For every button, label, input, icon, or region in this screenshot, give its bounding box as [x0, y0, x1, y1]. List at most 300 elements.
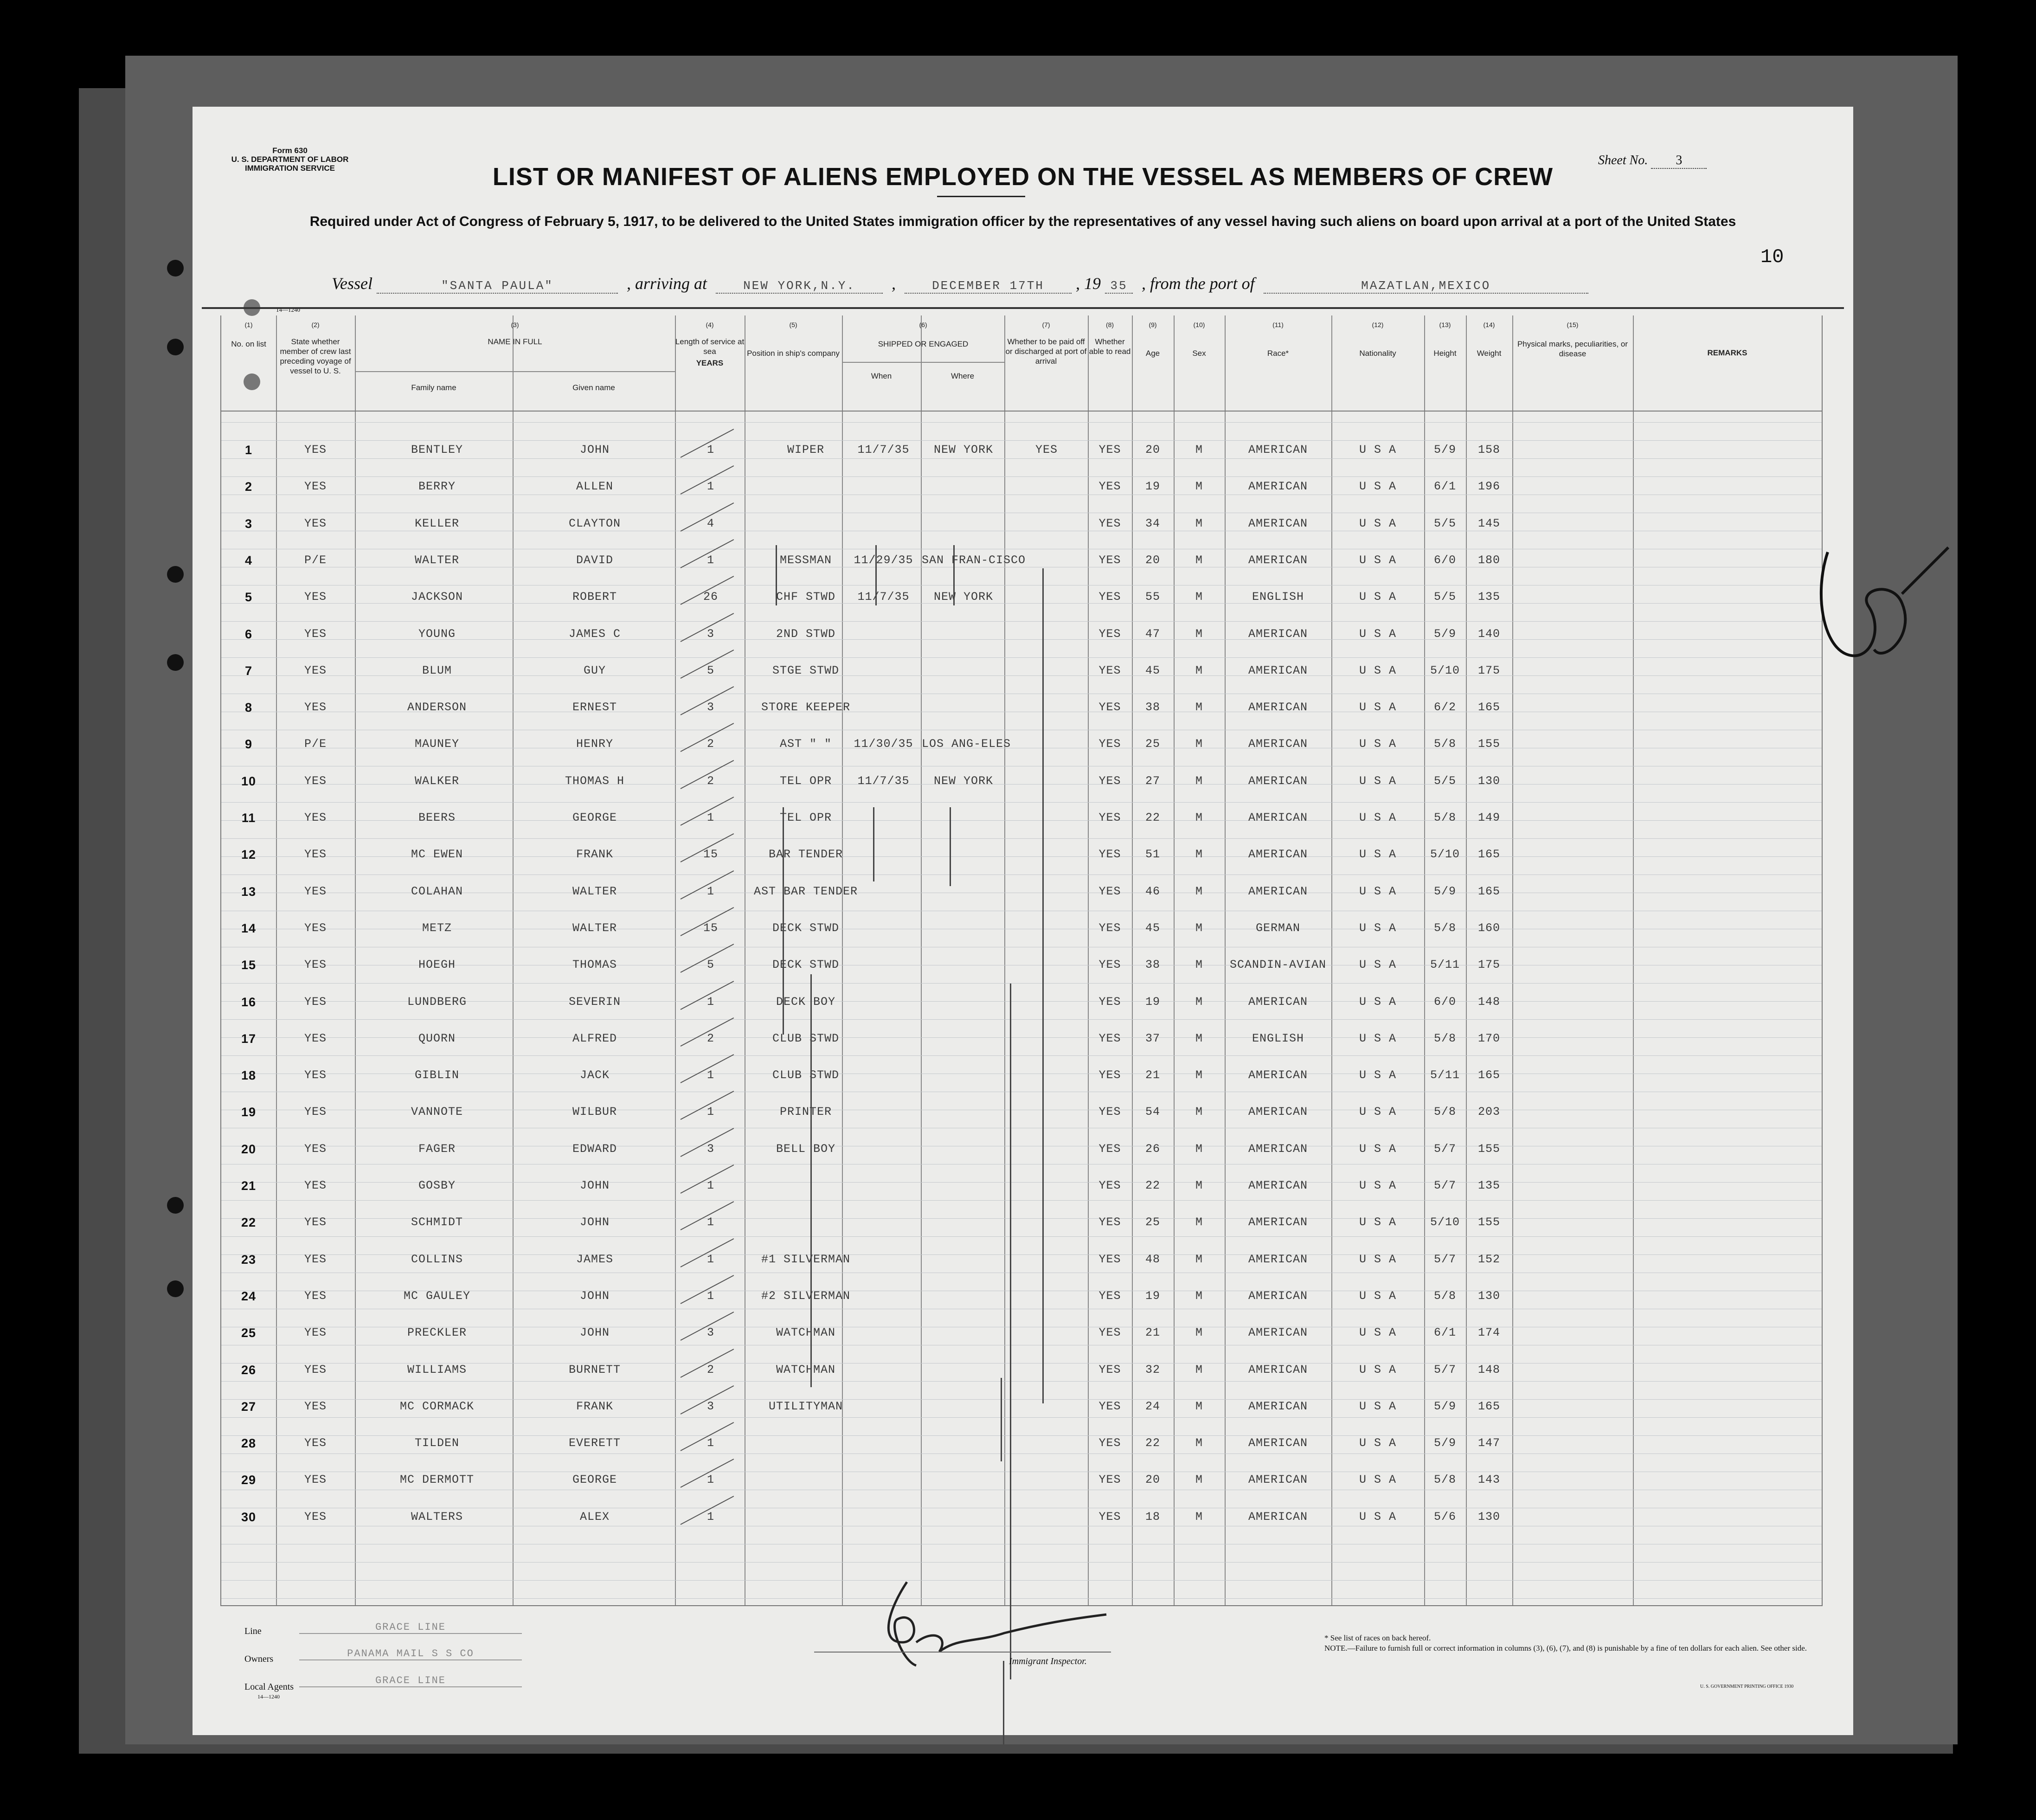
age-cell: 21 — [1145, 1326, 1160, 1340]
prev-voyage-cell: YES — [304, 1289, 327, 1303]
punch-hole — [167, 1197, 184, 1214]
when-cell: 11/29/35 — [854, 553, 913, 567]
table-row — [221, 733, 1822, 769]
header-bottom-rule — [221, 411, 1822, 412]
height-cell: 5/10 — [1430, 663, 1460, 677]
read-cell: YES — [1098, 701, 1121, 714]
family-name-cell: MC DERMOTT — [399, 1473, 475, 1487]
read-cell: YES — [1098, 1031, 1121, 1045]
weight-cell: 143 — [1477, 1473, 1500, 1487]
nationality-cell: U S A — [1359, 1105, 1396, 1119]
height-cell: 5/6 — [1433, 1510, 1456, 1524]
age-cell: 22 — [1145, 811, 1160, 824]
ditto-mark — [1042, 568, 1044, 1403]
table-row — [221, 1248, 1822, 1285]
col-paid-off-header: (7) Whether to be paid off or discharged at port of arrival — [1005, 321, 1087, 366]
local-agents-value: GRACE LINE — [299, 1675, 522, 1687]
family-name-cell: SCHMIDT — [411, 1215, 463, 1229]
service-cell: 1 — [706, 884, 714, 898]
read-cell: YES — [1098, 995, 1121, 1009]
position-cell: STORE KEEPER — [761, 701, 851, 714]
service-cell: 3 — [706, 1142, 714, 1156]
given-name-cell: ERNEST — [572, 701, 617, 714]
row-number: 29 — [241, 1473, 257, 1487]
row-number: 18 — [241, 1068, 257, 1083]
prev-voyage-cell: YES — [304, 1363, 327, 1376]
service-cell: 2 — [706, 1031, 714, 1045]
weight-cell: 147 — [1477, 1436, 1500, 1450]
race-footnote: * See list of races on back hereof. — [1324, 1633, 1431, 1642]
when-cell: 11/7/35 — [857, 443, 910, 457]
row-number: 11 — [241, 811, 256, 825]
given-name-cell: JOHN — [579, 443, 610, 457]
col-given-name-header: Given name — [572, 383, 615, 392]
service-cell: 1 — [706, 995, 714, 1009]
when-cell: 11/30/35 — [854, 737, 913, 751]
nationality-cell: U S A — [1359, 1363, 1396, 1376]
given-name-cell: WALTER — [572, 921, 617, 935]
age-cell: 19 — [1145, 480, 1160, 494]
age-cell: 24 — [1145, 1399, 1160, 1413]
race-cell: AMERICAN — [1248, 1215, 1308, 1229]
port-label: , from the port of — [1142, 274, 1255, 293]
given-name-cell: JOHN — [579, 1326, 610, 1340]
prev-voyage-cell: YES — [304, 590, 327, 604]
row-number: 21 — [241, 1179, 257, 1193]
read-cell: YES — [1098, 737, 1121, 751]
age-cell: 37 — [1145, 1031, 1160, 1045]
height-cell: 6/2 — [1433, 701, 1456, 714]
prev-voyage-cell: YES — [304, 1510, 327, 1524]
race-cell: AMERICAN — [1248, 480, 1308, 494]
sex-cell: M — [1195, 1031, 1203, 1045]
table-row — [221, 1064, 1822, 1100]
weight-cell: 135 — [1477, 1179, 1500, 1192]
family-name-cell: BENTLEY — [411, 443, 463, 457]
table-row — [221, 475, 1822, 512]
prev-voyage-cell: YES — [304, 701, 327, 714]
given-name-cell: GEORGE — [572, 1473, 617, 1487]
sex-cell: M — [1195, 737, 1203, 751]
service-cell: 15 — [703, 848, 718, 862]
weight-cell: 165 — [1477, 848, 1500, 862]
race-cell: AMERICAN — [1248, 1068, 1308, 1082]
prev-voyage-cell: YES — [304, 1215, 327, 1229]
arrival-year: 35 — [1105, 279, 1133, 294]
table-row — [221, 917, 1822, 953]
given-name-cell: JACK — [579, 1068, 610, 1082]
race-cell: GERMAN — [1255, 921, 1300, 935]
agents-form-code: 14—1240 — [257, 1693, 280, 1700]
prev-voyage-cell: YES — [304, 848, 327, 862]
family-name-cell: WILLIAMS — [407, 1363, 467, 1376]
where-cell: NEW YORK — [933, 443, 994, 457]
service-cell: 1 — [706, 480, 714, 494]
nationality-cell: U S A — [1359, 627, 1396, 641]
row-number: 1 — [244, 443, 253, 457]
punch-hole — [167, 1280, 184, 1297]
col-prev-voyage-header: (2) State whether member of crew last preceding voyage of vessel to U. S. — [280, 321, 351, 375]
punch-hole — [167, 654, 184, 671]
nationality-cell: U S A — [1359, 921, 1396, 935]
weight-cell: 160 — [1477, 921, 1500, 935]
position-cell: WATCHMAN — [776, 1363, 836, 1376]
weight-cell: 155 — [1477, 737, 1500, 751]
document-subtitle: Required under Act of Congress of February 5, 1917, to be delivered to the United States immigration officer by the representatives of any vessel having such aliens on board upon arrival at a port of the United States — [309, 214, 1736, 229]
prev-voyage-cell: YES — [304, 1179, 327, 1192]
inspector-label: Immigrant Inspector. — [1009, 1656, 1087, 1666]
service-cell: 1 — [706, 1179, 714, 1192]
position-cell: MESSMAN — [779, 553, 832, 567]
given-name-cell: THOMAS — [572, 958, 617, 972]
nationality-cell: U S A — [1359, 1068, 1396, 1082]
read-cell: YES — [1098, 811, 1121, 824]
row-number: 22 — [241, 1215, 257, 1230]
col-height-header: (13) Height — [1433, 321, 1457, 358]
height-cell: 5/8 — [1433, 811, 1456, 824]
year-label: , 19 — [1076, 274, 1101, 293]
race-cell: AMERICAN — [1248, 1473, 1308, 1487]
height-cell: 5/7 — [1433, 1363, 1456, 1376]
sex-cell: M — [1195, 553, 1203, 567]
given-name-cell: GEORGE — [572, 811, 617, 824]
read-cell: YES — [1098, 627, 1121, 641]
table-row — [221, 953, 1822, 990]
service-cell: 1 — [706, 1068, 714, 1082]
family-name-cell: LUNDBERG — [407, 995, 467, 1009]
age-cell: 45 — [1145, 663, 1160, 677]
table-row — [221, 1468, 1822, 1505]
given-name-cell: BURNETT — [568, 1363, 621, 1376]
race-cell: AMERICAN — [1248, 1363, 1308, 1376]
service-cell: 2 — [706, 737, 714, 751]
position-cell: CLUB STWD — [772, 1068, 840, 1082]
prev-voyage-cell: YES — [304, 811, 327, 824]
when-cell: 11/7/35 — [857, 774, 910, 788]
height-cell: 5/10 — [1430, 848, 1460, 862]
sex-cell: M — [1195, 1510, 1203, 1524]
race-cell: AMERICAN — [1248, 663, 1308, 677]
family-name-cell: GOSBY — [418, 1179, 456, 1192]
sex-cell: M — [1195, 516, 1203, 530]
sex-cell: M — [1195, 1068, 1203, 1082]
vessel-label: Vessel — [332, 274, 373, 293]
age-cell: 25 — [1145, 737, 1160, 751]
sex-cell: M — [1195, 1289, 1203, 1303]
weight-cell: 130 — [1477, 774, 1500, 788]
service-cell: 4 — [706, 516, 714, 530]
family-name-cell: KELLER — [414, 516, 459, 530]
arriving-label: , arriving at — [626, 274, 707, 293]
nationality-cell: U S A — [1359, 590, 1396, 604]
prev-voyage-cell: YES — [304, 443, 327, 457]
sex-cell: M — [1195, 663, 1203, 677]
nationality-cell: U S A — [1359, 1289, 1396, 1303]
paid-off-cell: YES — [1035, 443, 1058, 457]
weight-cell: 135 — [1477, 590, 1500, 604]
table-row — [221, 1174, 1822, 1211]
age-cell: 20 — [1145, 443, 1160, 457]
race-cell: AMERICAN — [1248, 1252, 1308, 1266]
row-number: 4 — [244, 553, 253, 567]
prev-voyage-cell: YES — [304, 1326, 327, 1340]
printer-imprint: U. S. GOVERNMENT PRINTING OFFICE 1930 — [1700, 1684, 1794, 1689]
height-cell: 5/9 — [1433, 1436, 1456, 1450]
position-cell: DECK BOY — [776, 995, 836, 1009]
sex-cell: M — [1195, 1142, 1203, 1156]
read-cell: YES — [1098, 1326, 1121, 1340]
family-name-cell: PRECKLER — [407, 1326, 467, 1340]
sex-cell: M — [1195, 1215, 1203, 1229]
sex-cell: M — [1195, 480, 1203, 494]
row-number: 26 — [241, 1363, 257, 1377]
given-name-cell: FRANK — [576, 848, 613, 862]
table-row — [221, 1100, 1822, 1137]
row-number: 12 — [241, 848, 257, 862]
arrival-date: DECEMBER 17TH — [905, 279, 1072, 294]
given-name-cell: THOMAS H — [565, 774, 625, 788]
arrival-port: NEW YORK,N.Y. — [716, 279, 883, 294]
service-cell: 3 — [706, 701, 714, 714]
sex-cell: M — [1195, 921, 1203, 935]
col-family-name-header: Family name — [411, 383, 456, 392]
height-cell: 6/1 — [1433, 1326, 1456, 1340]
read-cell: YES — [1098, 663, 1121, 677]
family-name-cell: WALKER — [414, 774, 459, 788]
position-cell: STGE STWD — [772, 663, 840, 677]
row-number: 16 — [241, 995, 257, 1009]
given-name-cell: WALTER — [572, 884, 617, 898]
col-position-header: (5) Position in ship's company — [747, 321, 840, 358]
family-name-cell: QUORN — [418, 1031, 456, 1045]
ruled-line — [221, 422, 1822, 423]
weight-cell: 148 — [1477, 995, 1500, 1009]
table-row — [221, 1505, 1822, 1542]
prev-voyage-cell: YES — [304, 480, 327, 494]
weight-cell: 152 — [1477, 1252, 1500, 1266]
weight-cell: 148 — [1477, 1363, 1500, 1376]
height-cell: 5/9 — [1433, 884, 1456, 898]
service-cell: 2 — [706, 774, 714, 788]
position-cell: UTILITYMAN — [768, 1399, 843, 1413]
table-row — [221, 549, 1822, 585]
penalty-note: NOTE.—Failure to furnish full or correct information in columns (3), (6), (7), and (8) is punishable by a fine of ten dollars for each alien. See other side. — [1324, 1644, 1807, 1653]
sex-cell: M — [1195, 1105, 1203, 1119]
sex-cell: M — [1195, 811, 1203, 824]
row-number: 10 — [241, 774, 257, 788]
punch-hole — [167, 566, 184, 583]
height-cell: 5/7 — [1433, 1252, 1456, 1266]
family-name-cell: MC EWEN — [411, 848, 463, 862]
nationality-cell: U S A — [1359, 663, 1396, 677]
table-row — [221, 623, 1822, 659]
table-row — [221, 1138, 1822, 1174]
ditto-mark — [1001, 1378, 1002, 1461]
height-cell: 6/0 — [1433, 553, 1456, 567]
position-cell: CLUB STWD — [772, 1031, 840, 1045]
ditto-mark — [875, 545, 877, 605]
form-code: 14—1240 — [276, 306, 300, 313]
weight-cell: 175 — [1477, 663, 1500, 677]
family-name-cell: BERRY — [418, 480, 456, 494]
weight-cell: 140 — [1477, 627, 1500, 641]
race-cell: AMERICAN — [1248, 553, 1308, 567]
col-shipped-header: (6) SHIPPED OR ENGAGED — [878, 321, 969, 348]
row-number: 8 — [244, 701, 253, 715]
height-cell: 5/8 — [1433, 1105, 1456, 1119]
race-cell: AMERICAN — [1248, 1510, 1308, 1524]
race-cell: AMERICAN — [1248, 1105, 1308, 1119]
nationality-cell: U S A — [1359, 443, 1396, 457]
prev-voyage-cell: YES — [304, 663, 327, 677]
title-rule — [937, 196, 1025, 197]
table-row — [221, 843, 1822, 880]
read-cell: YES — [1098, 958, 1121, 972]
family-name-cell: JACKSON — [411, 590, 463, 604]
weight-cell: 175 — [1477, 958, 1500, 972]
row-number: 14 — [241, 921, 257, 935]
sheet-number-value: 3 — [1651, 153, 1707, 169]
nationality-cell: U S A — [1359, 1510, 1396, 1524]
row-number: 28 — [241, 1436, 257, 1451]
weight-cell: 196 — [1477, 480, 1500, 494]
height-cell: 5/11 — [1430, 1068, 1460, 1082]
manifest-page — [193, 107, 1853, 1735]
table-row — [221, 512, 1822, 549]
service-cell: 1 — [706, 1105, 714, 1119]
ditto-mark — [776, 545, 777, 605]
read-cell: YES — [1098, 884, 1121, 898]
family-name-cell: MAUNEY — [414, 737, 459, 751]
given-name-cell: ALFRED — [572, 1031, 617, 1045]
given-name-cell: CLAYTON — [568, 516, 621, 530]
family-name-cell: BEERS — [418, 811, 456, 824]
weight-cell: 145 — [1477, 516, 1500, 530]
service-cell: 3 — [706, 627, 714, 641]
table-row — [221, 806, 1822, 843]
family-name-cell: MC GAULEY — [403, 1289, 471, 1303]
read-cell: YES — [1098, 774, 1121, 788]
read-cell: YES — [1098, 848, 1121, 862]
prev-voyage-cell: YES — [304, 627, 327, 641]
row-number: 20 — [241, 1142, 257, 1156]
position-cell: WATCHMAN — [776, 1326, 836, 1340]
weight-cell: 155 — [1477, 1142, 1500, 1156]
ruled-line — [221, 1562, 1822, 1563]
nationality-cell: U S A — [1359, 774, 1396, 788]
family-name-cell: WALTERS — [411, 1510, 463, 1524]
given-name-cell: GUY — [583, 663, 606, 677]
table-row — [221, 1285, 1822, 1321]
row-number: 13 — [241, 884, 257, 899]
service-cell: 5 — [706, 663, 714, 677]
prev-voyage-cell: YES — [304, 1105, 327, 1119]
read-cell: YES — [1098, 1473, 1121, 1487]
position-cell: TEL OPR — [779, 774, 832, 788]
given-name-cell: JAMES — [576, 1252, 613, 1266]
given-name-cell: JOHN — [579, 1179, 610, 1192]
where-cell: LOS ANG-ELES — [922, 737, 1011, 751]
position-cell: AST " " — [779, 737, 832, 751]
prev-voyage-cell: YES — [304, 995, 327, 1009]
height-cell: 5/5 — [1433, 774, 1456, 788]
col-sex-header: (10) Sex — [1192, 321, 1206, 358]
row-number: 15 — [241, 958, 257, 972]
position-cell: CHF STWD — [776, 590, 836, 604]
family-name-cell: YOUNG — [418, 627, 456, 641]
age-cell: 54 — [1145, 1105, 1160, 1119]
given-name-cell: EDWARD — [572, 1142, 617, 1156]
height-cell: 5/9 — [1433, 627, 1456, 641]
weight-cell: 203 — [1477, 1105, 1500, 1119]
row-number: 23 — [241, 1252, 257, 1267]
nationality-cell: U S A — [1359, 1326, 1396, 1340]
where-cell: SAN FRAN-CISCO — [922, 553, 1026, 567]
read-cell: YES — [1098, 1289, 1121, 1303]
nationality-cell: U S A — [1359, 1142, 1396, 1156]
weight-cell: 170 — [1477, 1031, 1500, 1045]
row-number: 30 — [241, 1510, 257, 1524]
family-name-cell: HOEGH — [418, 958, 456, 972]
position-cell: AST BAR TENDER — [753, 884, 858, 898]
col-name-header: (3) NAME IN FULL — [488, 321, 542, 346]
age-cell: 22 — [1145, 1179, 1160, 1192]
race-cell: AMERICAN — [1248, 443, 1308, 457]
read-cell: YES — [1098, 590, 1121, 604]
department-name: U. S. DEPARTMENT OF LABOR — [231, 155, 349, 164]
prev-voyage-cell: YES — [304, 921, 327, 935]
row-number: 19 — [241, 1105, 257, 1119]
service-cell: 1 — [706, 1289, 714, 1303]
race-cell: AMERICAN — [1248, 811, 1308, 824]
ditto-mark — [953, 545, 955, 605]
sex-cell: M — [1195, 1179, 1203, 1192]
weight-cell: 149 — [1477, 811, 1500, 824]
service-cell: 26 — [703, 590, 718, 604]
ditto-mark — [950, 807, 951, 886]
row-number: 25 — [241, 1326, 257, 1340]
vessel-name: "SANTA PAULA" — [377, 279, 618, 294]
sex-cell: M — [1195, 627, 1203, 641]
inspector-signature-line — [814, 1652, 1111, 1653]
col-age-header: (9) Age — [1145, 321, 1160, 358]
prev-voyage-cell: YES — [304, 1399, 327, 1413]
age-cell: 25 — [1145, 1215, 1160, 1229]
table-row — [221, 770, 1822, 806]
position-cell: DECK STWD — [772, 921, 840, 935]
nationality-cell: U S A — [1359, 884, 1396, 898]
col-weight-header: (14) Weight — [1477, 321, 1502, 358]
row-number: 9 — [244, 737, 253, 752]
departure-port: MAZATLAN,MEXICO — [1264, 279, 1588, 294]
service-cell: 2 — [706, 1363, 714, 1376]
age-cell: 38 — [1145, 701, 1160, 714]
table-row — [221, 1211, 1822, 1248]
height-cell: 5/11 — [1430, 958, 1460, 972]
col-where-header: Where — [951, 372, 975, 380]
nationality-cell: U S A — [1359, 1473, 1396, 1487]
race-cell: AMERICAN — [1248, 995, 1308, 1009]
read-cell: YES — [1098, 1363, 1121, 1376]
race-cell: AMERICAN — [1248, 1326, 1308, 1340]
nationality-cell: U S A — [1359, 553, 1396, 567]
age-cell: 18 — [1145, 1510, 1160, 1524]
ditto-mark — [873, 807, 874, 881]
age-cell: 32 — [1145, 1363, 1160, 1376]
given-name-cell: JOHN — [579, 1215, 610, 1229]
weight-cell: 180 — [1477, 553, 1500, 567]
sex-cell: M — [1195, 958, 1203, 972]
